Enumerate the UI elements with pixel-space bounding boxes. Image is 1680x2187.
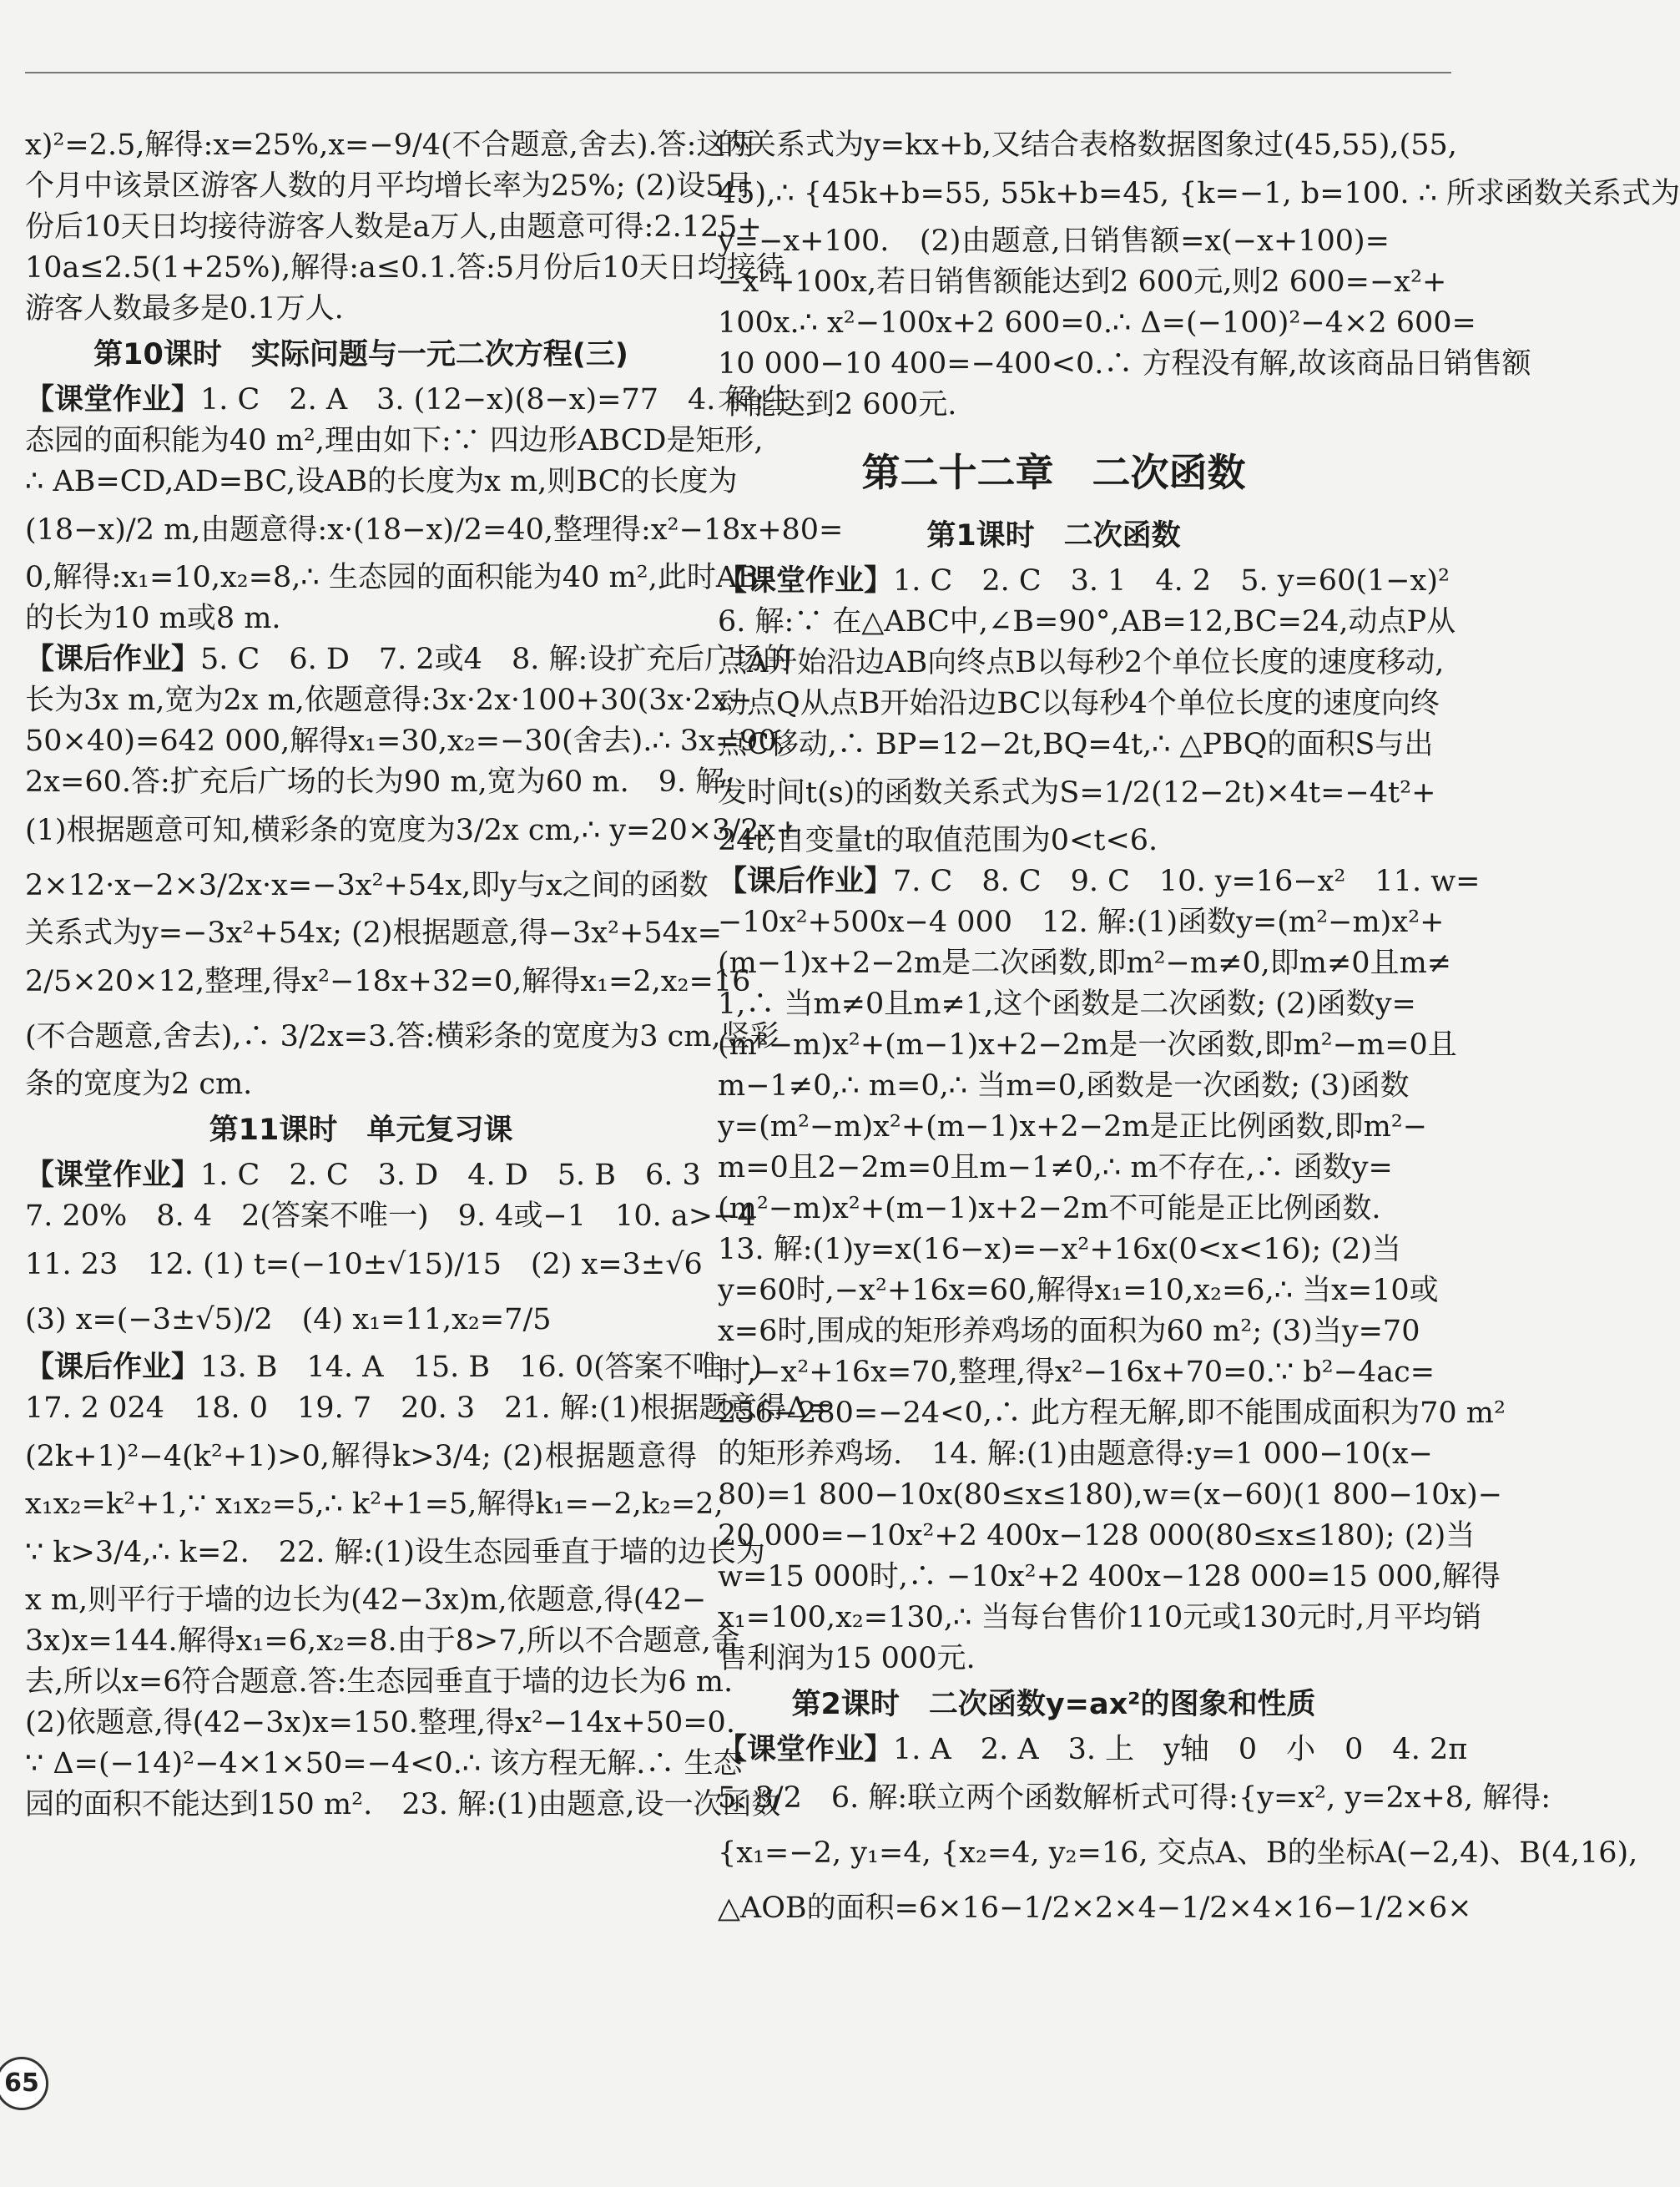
- text-line: 发时间t(s)的函数关系式为S=1/2(12−2t)×4t=−4t²+: [718, 776, 1436, 810]
- text-line: 长为3x m,宽为2x m,依题意得:3x·2x·100+30(3x·2x−: [25, 684, 753, 717]
- text-line: 【课堂作业】1. A 2. A 3. 上 y轴 0 小 0 4. 2π: [718, 1733, 1468, 1766]
- exercise-tag: 【课后作业】: [25, 1351, 201, 1384]
- text-line: (2k+1)²−4(k²+1)>0,解得k>3/4; (2)根据题意得: [25, 1440, 697, 1473]
- text-line: x m,则平行于墙的边长为(42−3x)m,依题意,得(42−: [25, 1583, 707, 1617]
- text-line: 【课后作业】5. C 6. D 7. 2或4 8. 解:设扩充后广场的: [25, 643, 793, 676]
- text-line: 条的宽度为2 cm.: [25, 1068, 253, 1101]
- text-line: 2/5×20×12,整理,得x²−18x+32=0,解得x₁=2,x₂=16: [25, 965, 751, 998]
- text-line: 50×40)=642 000,解得x₁=30,x₂=−30(舍去).∴ 3x=90,: [25, 725, 786, 758]
- exercise-tag: 【课堂作业】: [25, 1159, 201, 1192]
- section-heading: 第10课时 实际问题与一元二次方程(三): [93, 338, 628, 371]
- text-line: 1,∴ 当m≠0且m≠1,这个函数是二次函数; (2)函数y=: [718, 987, 1416, 1021]
- chapter-heading: 第二十二章 二次函数: [861, 450, 1246, 495]
- text-line: 时,−x²+16x=70,整理,得x²−16x+70=0.∵ b²−4ac=: [718, 1356, 1435, 1389]
- text-line: 个月中该景区游客人数的月平均增长率为25%; (2)设5月: [25, 169, 754, 203]
- exercise-tag: 【课堂作业】: [718, 564, 894, 598]
- text-line: 5. 3/2 6. 解:联立两个函数解析式可得:{y=x², y=2x+8, 解得:: [718, 1781, 1551, 1815]
- text-line: 24t,自变量t的取值范围为0<t<6.: [718, 824, 1158, 857]
- text-line: 的关系式为y=kx+b,又结合表格数据图象过(45,55),(55,: [718, 129, 1457, 162]
- text-line: y=−x+100. (2)由题意,日销售额=x(−x+100)=: [718, 225, 1390, 258]
- text-line: 【课堂作业】1. C 2. C 3. 1 4. 2 5. y=60(1−x)²: [718, 564, 1450, 598]
- text-line: −10x²+500x−4 000 12. 解:(1)函数y=(m²−m)x²+: [718, 906, 1445, 939]
- text-line: 100x.∴ x²−100x+2 600=0.∴ Δ=(−100)²−4×2 600=: [718, 306, 1476, 340]
- text-line: (m²−m)x²+(m−1)x+2−2m不可能是正比例函数.: [718, 1192, 1381, 1225]
- text-line: 态园的面积能为40 m²,理由如下:∵ 四边形ABCD是矩形,: [25, 424, 764, 457]
- text-line: (不合题意,舍去),∴ 3/2x=3.答:横彩条的宽度为3 cm,竖彩: [25, 1020, 779, 1053]
- page-number-badge: 65: [0, 2057, 48, 2110]
- text-line: x)²=2.5,解得:x=25%,x=−9/4(不合题意,舍去).答:这两: [25, 129, 755, 162]
- text-line: 【课后作业】13. B 14. A 15. B 16. 0(答案不唯一): [25, 1351, 763, 1384]
- text-line: 6. 解:∵ 在△ABC中,∠B=90°,AB=12,BC=24,动点P从: [718, 605, 1456, 639]
- text-line: 动点Q从点B开始沿边BC以每秒4个单位长度的速度向终: [718, 687, 1440, 720]
- section-heading: 第11课时 单元复习课: [209, 1114, 513, 1147]
- text-line: {x₁=−2, y₁=4, {x₂=4, y₂=16, 交点A、B的坐标A(−2,4)、B(4,16),: [718, 1836, 1638, 1870]
- text-line: 256−280=−24<0,∴ 此方程无解,即不能围成面积为70 m²: [718, 1397, 1506, 1430]
- text-line: 游客人数最多是0.1万人.: [25, 292, 344, 326]
- text-line: (1)根据题意可知,横彩条的宽度为3/2x cm,∴ y=20×3/2x+: [25, 814, 800, 847]
- text-line: 0,解得:x₁=10,x₂=8,∴ 生态园的面积能为40 m²,此时AB: [25, 561, 759, 594]
- text-line: ∵ Δ=(−14)²−4×1×50=−4<0.∴ 该方程无解.∴ 生态: [25, 1747, 743, 1780]
- top-rule: [25, 72, 1451, 73]
- text-line: x=6时,围成的矩形养鸡场的面积为60 m²; (3)当y=70: [718, 1315, 1420, 1348]
- text-line: (m²−m)x²+(m−1)x+2−2m是一次函数,即m²−m=0且: [718, 1028, 1457, 1062]
- text-line: x₁=100,x₂=130,∴ 当每台售价110元或130元时,月平均销: [718, 1601, 1482, 1634]
- text-line: (m−1)x+2−2m是二次函数,即m²−m≠0,即m≠0且m≠: [718, 947, 1452, 980]
- text-line: ∵ k>3/4,∴ k=2. 22. 解:(1)设生态园垂直于墙的边长为: [25, 1536, 765, 1569]
- text-line: 7. 20% 8. 4 2(答案不唯一) 9. 4或−1 10. a>−4: [25, 1200, 756, 1233]
- text-line: △AOB的面积=6×16−1/2×2×4−1/2×4×16−1/2×6×: [718, 1892, 1472, 1925]
- text-line: 11. 23 12. (1) t=(−10±√15)/15 (2) x=3±√6: [25, 1248, 703, 1281]
- text-line: m=0且2−2m=0且m−1≠0,∴ m不存在,∴ 函数y=: [718, 1151, 1393, 1184]
- text-line: 2×12·x−2×3/2x·x=−3x²+54x,即y与x之间的函数: [25, 869, 709, 902]
- text-line: 园的面积不能达到150 m². 23. 解:(1)由题意,设一次函数: [25, 1788, 781, 1821]
- text-line: 17. 2 024 18. 0 19. 7 20. 3 21. 解:(1)根据题意得Δ=: [25, 1391, 832, 1425]
- text-line: 不能达到2 600元.: [718, 388, 957, 422]
- text-line: 13. 解:(1)y=x(16−x)=−x²+16x(0<x<16); (2)当: [718, 1233, 1401, 1266]
- text-line: 45),∴ {45k+b=55, 55k+b=45, {k=−1, b=100. ∴ 所求函数关系式为: [718, 177, 1680, 210]
- exercise-tag: 【课后作业】: [25, 643, 201, 676]
- text-line: (2)依题意,得(42−3x)x=150.整理,得x²−14x+50=0.: [25, 1706, 735, 1740]
- text-line: (3) x=(−3±√5)/2 (4) x₁=11,x₂=7/5: [25, 1303, 552, 1336]
- text-line: 点C移动,∴ BP=12−2t,BQ=4t,∴ △PBQ的面积S与出: [718, 728, 1434, 761]
- text-line: 10a≤2.5(1+25%),解得:a≤0.1.答:5月份后10天日均接待: [25, 251, 785, 285]
- text-line: w=15 000时,∴ −10x²+2 400x−128 000=15 000,解得: [718, 1560, 1501, 1594]
- exercise-tag: 【课堂作业】: [25, 383, 201, 417]
- text-line: 【课后作业】7. C 8. C 9. C 10. y=16−x² 11. w=: [718, 865, 1481, 898]
- text-line: 关系式为y=−3x²+54x; (2)根据题意,得−3x²+54x=: [25, 917, 722, 950]
- exercise-tag: 【课堂作业】: [718, 1733, 894, 1766]
- text-line: 20 000=−10x²+2 400x−128 000(80≤x≤180); (2)当: [718, 1519, 1476, 1553]
- text-line: 【课堂作业】1. C 2. C 3. D 4. D 5. B 6. 3: [25, 1159, 701, 1192]
- text-line: x₁x₂=k²+1,∵ x₁x₂=5,∴ k²+1=5,解得k₁=−2,k₂=2,: [25, 1487, 724, 1521]
- text-line: 份后10天日均接待游客人数是a万人,由题意可得:2.125+: [25, 210, 762, 244]
- text-line: 去,所以x=6符合题意.答:生态园垂直于墙的边长为6 m.: [25, 1665, 734, 1699]
- text-line: 2x=60.答:扩充后广场的长为90 m,宽为60 m. 9. 解:: [25, 765, 735, 799]
- text-line: y=(m²−m)x²+(m−1)x+2−2m是正比例函数,即m²−: [718, 1110, 1428, 1144]
- text-line: 10 000−10 400=−400<0.∴ 方程没有解,故该商品日销售额: [718, 347, 1531, 381]
- section-heading: 第2课时 二次函数y=ax²的图象和性质: [791, 1688, 1316, 1721]
- exercise-tag: 【课后作业】: [718, 865, 894, 898]
- text-line: 点A开始沿边AB向终点B以每秒2个单位长度的速度移动,: [718, 646, 1445, 679]
- text-line: 80)=1 800−10x(80≤x≤180),w=(x−60)(1 800−10x)−: [718, 1478, 1503, 1512]
- right-column: [718, 125, 1680, 1936]
- text-line: 的长为10 m或8 m.: [25, 602, 281, 635]
- text-line: ∴ AB=CD,AD=BC,设AB的长度为x m,则BC的长度为: [25, 465, 738, 498]
- section-heading: 第1课时 二次函数: [926, 519, 1181, 553]
- text-line: 售利润为15 000元.: [718, 1642, 976, 1675]
- text-line: 的矩形养鸡场. 14. 解:(1)由题意得:y=1 000−10(x−: [718, 1437, 1433, 1471]
- text-line: 【课堂作业】1. C 2. A 3. (12−x)(8−x)=77 4. 解:生: [25, 383, 794, 417]
- text-line: −x²+100x,若日销售额能达到2 600元,则2 600=−x²+: [718, 265, 1447, 299]
- text-line: 3x)x=144.解得x₁=6,x₂=8.由于8>7,所以不合题意,舍: [25, 1624, 740, 1658]
- text-line: y=60时,−x²+16x=60,解得x₁=10,x₂=6,∴ 当x=10或: [718, 1274, 1439, 1307]
- text-line: m−1≠0,∴ m=0,∴ 当m=0,函数是一次函数; (3)函数: [718, 1069, 1410, 1103]
- text-line: (18−x)/2 m,由题意得:x·(18−x)/2=40,整理得:x²−18x+80=: [25, 513, 844, 547]
